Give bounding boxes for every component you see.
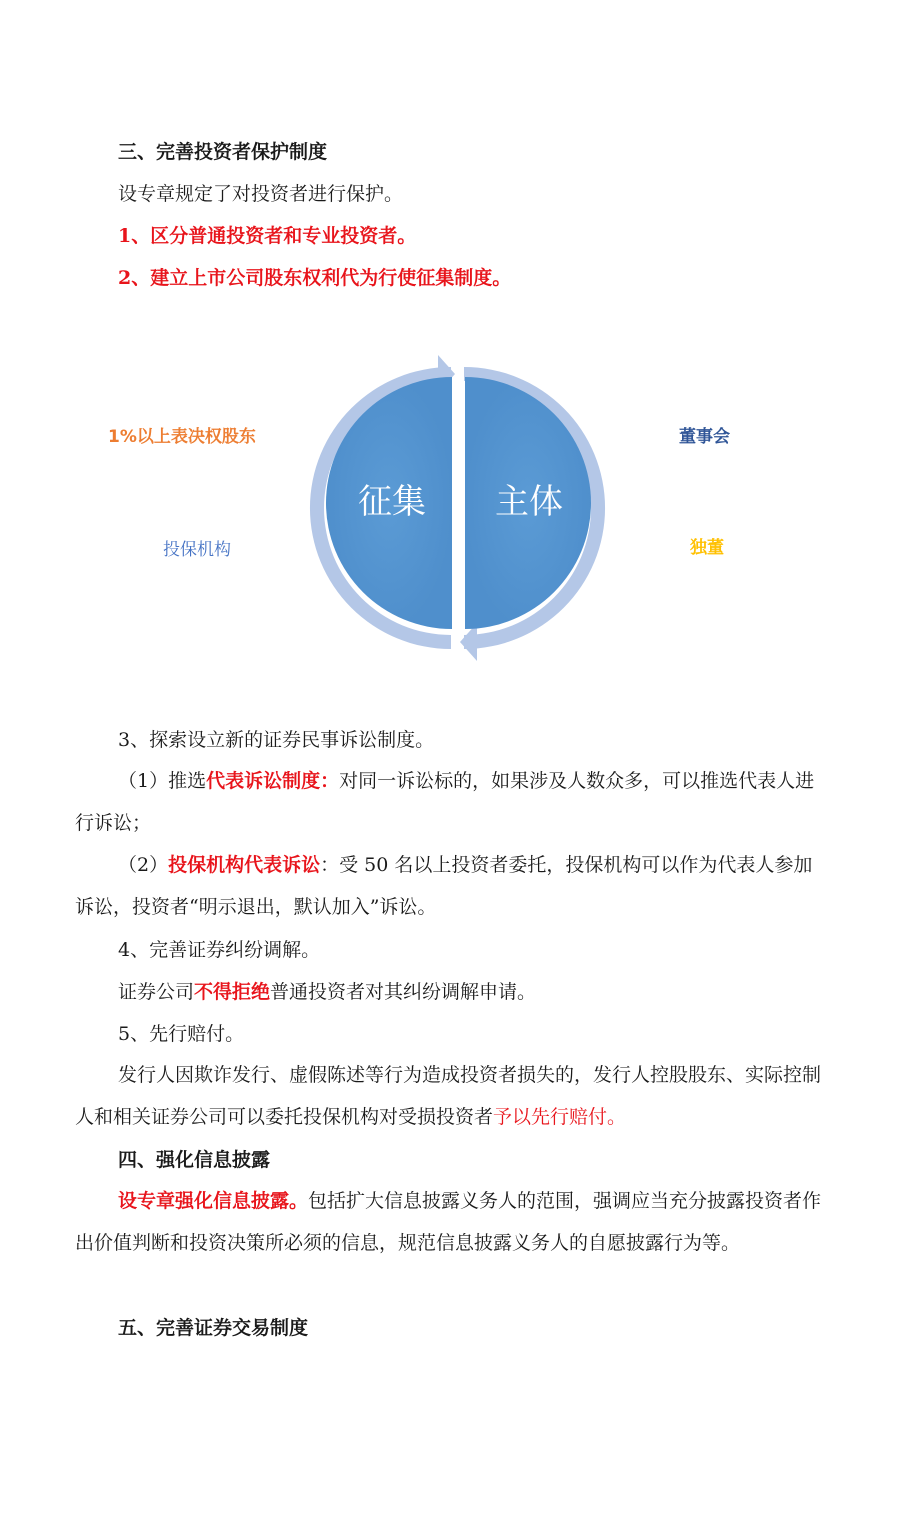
label-shareholders: 1%以上表决权股东 — [108, 427, 256, 447]
section4-text — [75, 1180, 825, 1264]
section3-intro: 设专章规定了对投资者进行保护。 — [118, 183, 404, 205]
point5-highlight: 予以先行赔付。 — [493, 1106, 627, 1128]
point4-title: 4、完善证券纠纷调解。 — [118, 939, 321, 961]
section5-heading: 五、完善证券交易制度 — [118, 1317, 309, 1339]
point3-sub2 — [75, 844, 825, 928]
label-independent-director: 独董 — [690, 538, 724, 558]
point4-highlight: 不得拒绝 — [194, 981, 271, 1003]
section3-point1: 1、区分普通投资者和专业投资者。 — [118, 225, 417, 247]
section3-heading: 三、完善投资者保护制度 — [118, 141, 328, 163]
sub2-text: ：受 50 名以上投资者委托，投保机构可以作为代表人参加诉讼，投资者“明示退出，默认加入”诉讼。 — [75, 854, 813, 918]
sub1-text: 对同一诉讼标的，如果涉及人数众多，可以推选代表人进行诉讼； — [75, 770, 815, 834]
label-investor-protection: 投保机构 — [163, 540, 231, 560]
sub1-highlight: 代表诉讼制度： — [206, 770, 340, 792]
section4-body: 包括扩大信息披露义务人的范围，强调应当充分披露投资者作出价值判断和投资决策所必须的信息，规范信息披露义务人的自愿披露行为等。 — [75, 1190, 822, 1254]
right-circle-label: 主体 — [495, 482, 563, 522]
point4-suffix: 普通投资者对其纠纷调解申请。 — [270, 981, 537, 1003]
label-board: 董事会 — [679, 427, 730, 447]
collection-subject-diagram — [0, 345, 900, 665]
point4-prefix: 证券公司 — [118, 981, 195, 1003]
point5-title: 5、先行赔付。 — [118, 1023, 245, 1045]
sub2-highlight: 投保机构代表诉讼 — [168, 854, 321, 876]
sub2-prefix: （2） — [118, 854, 169, 876]
left-circle-label: 征集 — [358, 482, 426, 522]
sub1-prefix: （1）推选 — [118, 770, 207, 792]
circle-arrow-graphic — [0, 345, 900, 665]
point4-text — [118, 980, 878, 1004]
point5-text — [75, 1054, 825, 1138]
section4-heading: 四、强化信息披露 — [118, 1149, 271, 1171]
section4-highlight: 设专章强化信息披露。 — [118, 1190, 309, 1212]
point3-title: 3、探索设立新的证券民事诉讼制度。 — [118, 729, 435, 751]
section3-point2: 2、建立上市公司股东权利代为行使征集制度。 — [118, 267, 512, 289]
point3-sub1 — [75, 760, 825, 844]
point5-body: 发行人因欺诈发行、虚假陈述等行为造成投资者损失的，发行人控股股东、实际控制人和相关证券公司可以委托投保机构对受损投资者 — [75, 1064, 822, 1128]
